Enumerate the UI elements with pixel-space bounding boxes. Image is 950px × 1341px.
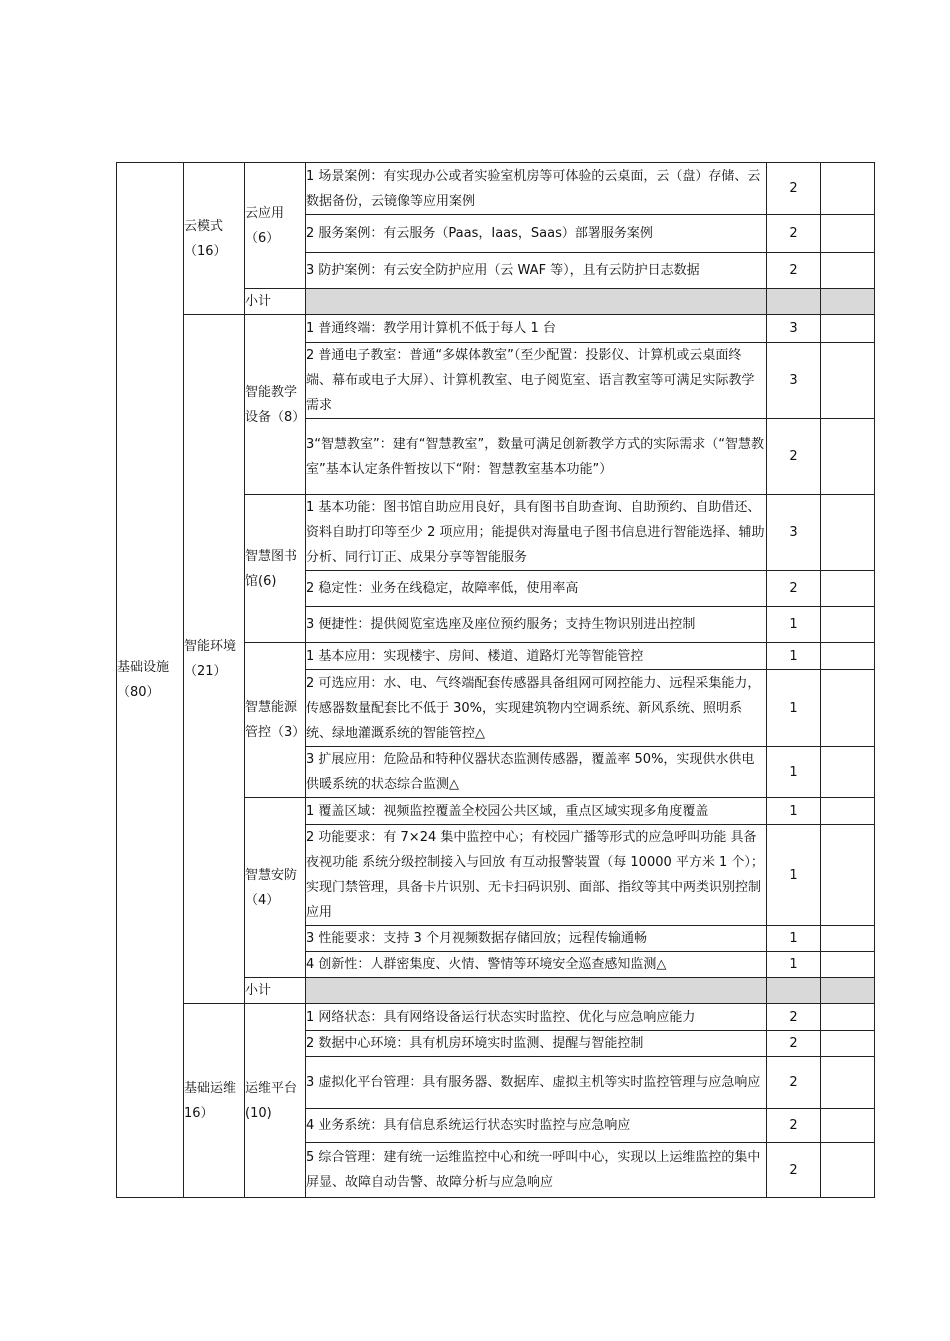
item-text: 3 虚拟化平台管理：具有服务器、数据库、虚拟主机等实时监控管理与应急响应 [306,1057,767,1109]
level1-cell-smart-env: 智能环境（21） [184,315,245,1004]
evaluation-table [116,162,875,1198]
item-text: 1 场景案例：有实现办公或者实验室机房等可体验的云桌面，云（盘）存储、云数据备份，云镜像等应用案例 [306,163,767,215]
blank-cell [821,1143,875,1198]
blank-cell [821,419,875,495]
item-text: 2 普通电子教室：普通“多媒体教室”（至少配置：投影仪、计算机或云桌面终端、幕布或电子大屏）、计算机教室、电子阅览室、语言教室等可满足实际教学需求 [306,343,767,419]
level1-cell-base-ops: 基础运维 16） [184,1004,245,1198]
level0-cell: 基础设施（80） [117,163,184,1198]
blank-cell [821,1057,875,1109]
level2-cell-ops-platform: 运维平台(10) [245,1004,306,1198]
item-text: 2 数据中心环境：具有机房环境实时监测、提醒与智能控制 [306,1031,767,1057]
item-score: 1 [767,747,821,798]
blank-cell [821,643,875,670]
blank-cell [821,315,875,343]
level2-cell-smart-library: 智慧图书馆(6) [245,495,306,643]
blank-cell [821,1031,875,1057]
subtotal-blank [306,289,767,315]
item-text: 1 基本功能：图书馆自助应用良好，具有图书自助查询、自助预约、自助借还、资料自助打印等至少 2 项应用；能提供对海量电子图书信息进行智能选择、辅助分析、同行订正、成果分享等智能服务 [306,495,767,571]
item-score: 2 [767,419,821,495]
item-text: 1 网络状态：具有网络设备运行状态实时监控、优化与应急响应能力 [306,1004,767,1031]
item-score: 1 [767,798,821,825]
blank-cell [821,825,875,926]
blank-cell [821,571,875,607]
item-score: 2 [767,163,821,215]
item-text: 3 防护案例：有云安全防护应用（云 WAF 等），且有云防护日志数据 [306,253,767,289]
item-score: 2 [767,253,821,289]
blank-cell [821,1004,875,1031]
blank-cell [821,1109,875,1143]
blank-cell [821,163,875,215]
blank-cell [821,215,875,253]
subtotal-blank [821,289,875,315]
blank-cell [821,747,875,798]
subtotal-blank [821,978,875,1004]
level2-cell-smart-security: 智慧安防（4） [245,798,306,978]
item-score: 2 [767,1057,821,1109]
item-score: 3 [767,315,821,343]
blank-cell [821,670,875,747]
item-text: 4 创新性：人群密集度、火情、警情等环境安全巡查感知监测△ [306,952,767,978]
item-text: 1 基本应用：实现楼宇、房间、楼道、道路灯光等智能管控 [306,643,767,670]
subtotal-label: 小计 [245,978,306,1004]
item-score: 1 [767,926,821,952]
item-score: 1 [767,643,821,670]
item-score: 1 [767,825,821,926]
level1-cell-cloud-mode: 云模式（16） [184,163,245,315]
level2-cell-smart-energy: 智慧能源管控（3） [245,643,306,798]
item-score: 1 [767,670,821,747]
subtotal-blank [306,978,767,1004]
blank-cell [821,952,875,978]
item-score: 2 [767,1109,821,1143]
item-text: 3 扩展应用：危险品和特种仪器状态监测传感器，覆盖率 50%，实现供水供电供暖系统的状态综合监测△ [306,747,767,798]
item-score: 1 [767,952,821,978]
item-score: 3 [767,495,821,571]
item-text: 2 服务案例：有云服务（Paas，Iaas，Saas）部署服务案例 [306,215,767,253]
item-score: 1 [767,607,821,643]
item-text: 3“智慧教室”：建有“智慧教室”，数量可满足创新教学方式的实际需求（“智慧教室”基本认定条件暂按以下“附：智慧教室基本功能”） [306,419,767,495]
subtotal-blank [767,289,821,315]
item-text: 5 综合管理：建有统一运维监控中心和统一呼叫中心，实现以上运维监控的集中屏显、故障自动告警、故障分析与应急响应 [306,1143,767,1198]
blank-cell [821,253,875,289]
item-text: 3 性能要求：支持 3 个月视频数据存储回放；远程传输通畅 [306,926,767,952]
level2-cell-cloud-app: 云应用（6） [245,163,306,289]
item-score: 2 [767,571,821,607]
blank-cell [821,798,875,825]
item-text: 2 稳定性：业务在线稳定，故障率低，使用率高 [306,571,767,607]
item-text: 1 普通终端：教学用计算机不低于每人 1 台 [306,315,767,343]
subtotal-blank [767,978,821,1004]
item-text: 4 业务系统：具有信息系统运行状态实时监控与应急响应 [306,1109,767,1143]
level2-cell-smart-teaching: 智能教学设备（8） [245,315,306,495]
item-text: 2 功能要求：有 7×24 集中监控中心；有校园广播等形式的应急呼叫功能 具备夜视功能 系统分级控制接入与回放 有互动报警装置（每 10000 平方米 1 个）；实现门禁管理，具备卡片识别、无卡扫码识别、面部、指纹等其中两类识别控制应用 [306,825,767,926]
item-score: 3 [767,343,821,419]
item-score: 2 [767,1004,821,1031]
item-text: 3 便捷性：提供阅览室选座及座位预约服务；支持生物识别进出控制 [306,607,767,643]
blank-cell [821,495,875,571]
item-score: 2 [767,1143,821,1198]
blank-cell [821,607,875,643]
item-score: 2 [767,215,821,253]
item-score: 2 [767,1031,821,1057]
subtotal-label: 小计 [245,289,306,315]
blank-cell [821,926,875,952]
item-text: 2 可选应用：水、电、气终端配套传感器具备组网可网控能力、远程采集能力，传感器数量配套比不低于 30%，实现建筑物内空调系统、新风系统、照明系统、绿地灌溉系统的智能管控△ [306,670,767,747]
item-text: 1 覆盖区域：视频监控覆盖全校园公共区域，重点区域实现多角度覆盖 [306,798,767,825]
blank-cell [821,343,875,419]
